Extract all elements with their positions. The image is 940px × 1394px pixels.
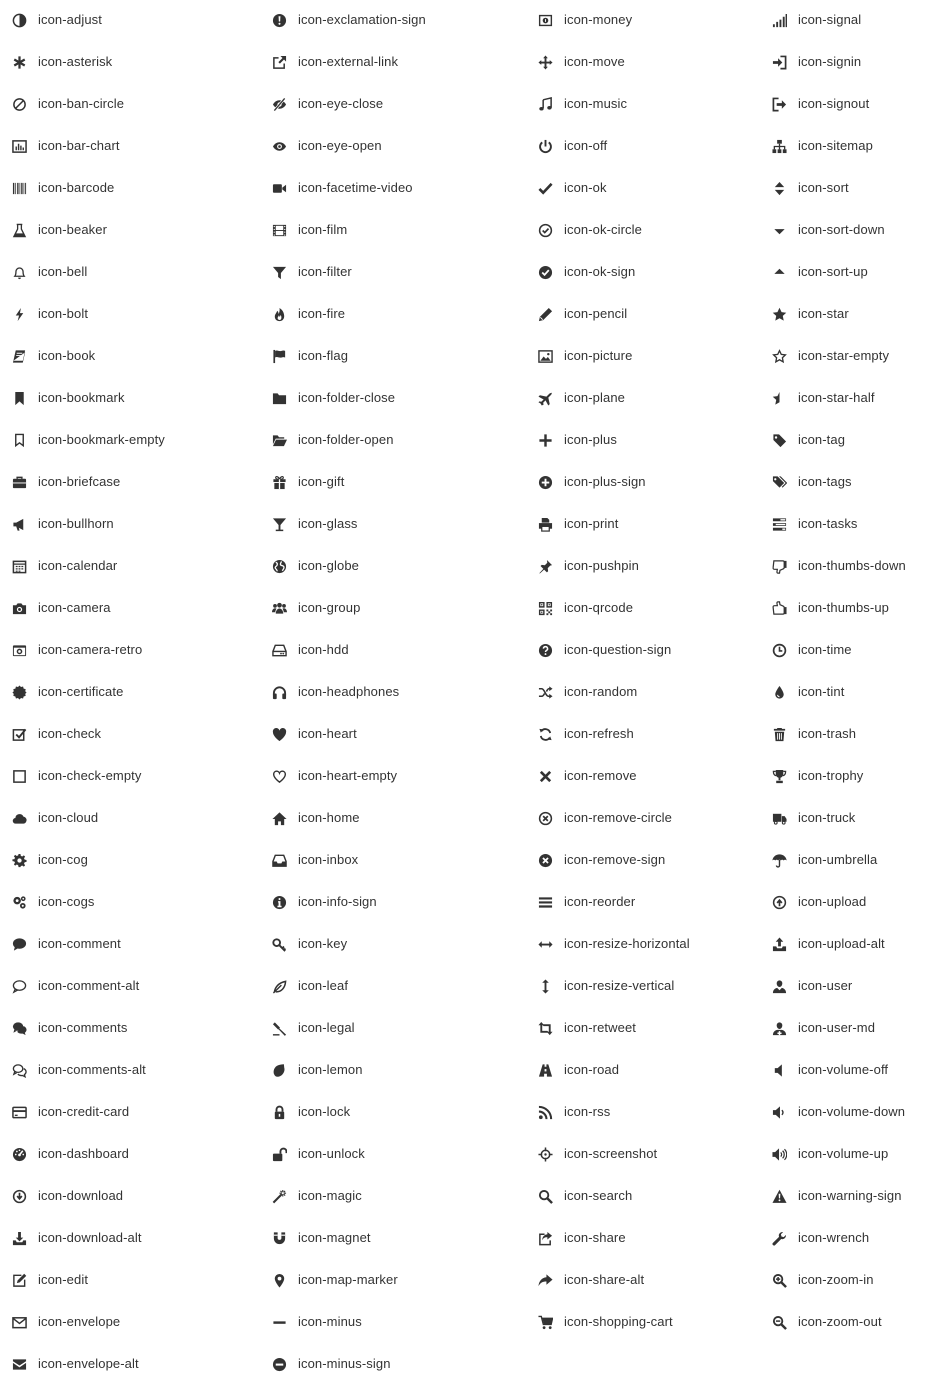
icon-class-label: icon-download-alt (38, 1230, 142, 1245)
icon-class-label: icon-asterisk (38, 54, 113, 69)
bullhorn-icon (11, 516, 27, 532)
icon-class-label: icon-ban-circle (38, 96, 125, 111)
refresh-icon (537, 726, 553, 742)
sort-up-icon (771, 264, 787, 280)
external-link-icon (271, 54, 287, 70)
calendar-icon (11, 558, 27, 574)
icon-class-label: icon-sort-up (798, 264, 868, 279)
icon-class-label: icon-lemon (298, 1062, 363, 1077)
lemon-icon (271, 1062, 287, 1078)
warning-sign-icon (771, 1188, 787, 1204)
ban-circle-icon (11, 96, 27, 112)
picture-icon (537, 348, 553, 364)
ok-sign-icon (537, 264, 553, 280)
share-icon (537, 1230, 553, 1246)
icon-class-label: icon-volume-off (798, 1062, 889, 1077)
icon-class-label: icon-random (564, 684, 638, 699)
icon-class-label: icon-bullhorn (38, 516, 114, 531)
icon-class-label: icon-leaf (298, 978, 349, 993)
sort-down-icon (771, 222, 787, 238)
icon-class-label: icon-rss (564, 1104, 611, 1119)
hdd-icon (271, 642, 287, 658)
folder-open-icon (271, 432, 287, 448)
resize-horizontal-icon (537, 936, 553, 952)
pushpin-icon (537, 558, 553, 574)
star-icon (771, 306, 787, 322)
thumbs-down-icon (771, 558, 787, 574)
icon-class-label: icon-move (564, 54, 625, 69)
bell-icon (11, 264, 27, 280)
upload-alt-icon (771, 936, 787, 952)
thumbs-up-icon (771, 600, 787, 616)
icon-class-label: icon-star-empty (798, 348, 890, 363)
icon-class-label: icon-magnet (298, 1230, 371, 1245)
icon-class-label: icon-comments-alt (38, 1062, 146, 1077)
icon-class-label: icon-certificate (38, 684, 124, 699)
icon-class-label: icon-bookmark (38, 390, 125, 405)
icon-class-label: icon-eye-close (298, 96, 384, 111)
icon-class-label: icon-music (564, 96, 628, 111)
ok-circle-icon (537, 222, 553, 238)
icon-class-label: icon-briefcase (38, 474, 121, 489)
camera-icon (11, 600, 27, 616)
globe-icon (271, 558, 287, 574)
download-icon (11, 1188, 27, 1204)
icon-class-label: icon-cloud (38, 810, 99, 825)
icon-class-label: icon-envelope-alt (38, 1356, 139, 1371)
glass-icon (271, 516, 287, 532)
user-icon (771, 978, 787, 994)
icon-class-label: icon-edit (38, 1272, 89, 1287)
icon-class-label: icon-plus-sign (564, 474, 646, 489)
tint-icon (771, 684, 787, 700)
plus-sign-icon (537, 474, 553, 490)
icon-class-label: icon-lock (298, 1104, 351, 1119)
retweet-icon (537, 1020, 553, 1036)
truck-icon (771, 810, 787, 826)
icon-class-label: icon-book (38, 348, 96, 363)
music-icon (537, 96, 553, 112)
road-icon (537, 1062, 553, 1078)
icon-class-label: icon-exclamation-sign (298, 12, 426, 27)
group-icon (271, 600, 287, 616)
envelope-alt-icon (11, 1356, 27, 1372)
icon-class-label: icon-thumbs-down (798, 558, 906, 573)
icon-class-label: icon-upload-alt (798, 936, 885, 951)
icon-class-label: icon-remove (564, 768, 637, 783)
icon-class-label: icon-resize-vertical (564, 978, 675, 993)
trash-icon (771, 726, 787, 742)
icon-class-label: icon-volume-down (798, 1104, 906, 1119)
icon-class-label: icon-sort (798, 180, 849, 195)
icon-class-label: icon-pencil (564, 306, 628, 321)
icon-class-label: icon-sort-down (798, 222, 885, 237)
sort-icon (771, 180, 787, 196)
icon-class-label: icon-star (798, 306, 849, 321)
icon-class-label: icon-facetime-video (298, 180, 413, 195)
ok-icon (537, 180, 553, 196)
icon-class-label: icon-volume-up (798, 1146, 889, 1161)
minus-icon (271, 1314, 287, 1330)
icon-class-label: icon-calendar (38, 558, 118, 573)
sitemap-icon (771, 138, 787, 154)
legal-icon (271, 1020, 287, 1036)
icon-class-label: icon-tasks (798, 516, 858, 531)
icon-class-label: icon-bell (38, 264, 88, 279)
icon-class-label: icon-screenshot (564, 1146, 658, 1161)
icon-class-label: icon-off (564, 138, 608, 153)
tasks-icon (771, 516, 787, 532)
comments-alt-icon (11, 1062, 27, 1078)
remove-sign-icon (537, 852, 553, 868)
icon-class-label: icon-flag (298, 348, 349, 363)
icon-class-label: icon-folder-close (298, 390, 396, 405)
icon-class-label: icon-resize-horizontal (564, 936, 690, 951)
exclamation-sign-icon (271, 12, 287, 28)
icon-class-label: icon-barcode (38, 180, 115, 195)
minus-sign-icon (271, 1356, 287, 1372)
star-half-icon (771, 390, 787, 406)
cog-icon (11, 852, 27, 868)
screenshot-icon (537, 1146, 553, 1162)
info-sign-icon (271, 894, 287, 910)
icon-class-label: icon-shopping-cart (564, 1314, 673, 1329)
icon-class-label: icon-share-alt (564, 1272, 645, 1287)
certificate-icon (11, 684, 27, 700)
icon-class-label: icon-inbox (298, 852, 359, 867)
icon-class-label: icon-upload (798, 894, 867, 909)
icon-class-label: icon-map-marker (298, 1272, 398, 1287)
time-icon (771, 642, 787, 658)
comments-icon (11, 1020, 27, 1036)
key-icon (271, 936, 287, 952)
cloud-icon (11, 810, 27, 826)
qrcode-icon (537, 600, 553, 616)
move-icon (537, 54, 553, 70)
headphones-icon (271, 684, 287, 700)
zoom-in-icon (771, 1272, 787, 1288)
icon-class-label: icon-picture (564, 348, 633, 363)
off-icon (537, 138, 553, 154)
map-marker-icon (271, 1272, 287, 1288)
icon-class-label: icon-retweet (564, 1020, 637, 1035)
icon-class-label: icon-bolt (38, 306, 89, 321)
icon-class-label: icon-home (298, 810, 360, 825)
volume-off-icon (771, 1062, 787, 1078)
icon-class-label: icon-cogs (38, 894, 95, 909)
edit-icon (11, 1272, 27, 1288)
icon-class-label: icon-minus-sign (298, 1356, 391, 1371)
rss-icon (537, 1104, 553, 1120)
icon-class-label: icon-share (564, 1230, 626, 1245)
icon-class-label: icon-comments (38, 1020, 128, 1035)
icon-class-label: icon-bookmark-empty (38, 432, 165, 447)
bookmark-icon (11, 390, 27, 406)
icon-class-label: icon-comment-alt (38, 978, 140, 993)
book-icon (11, 348, 27, 364)
remove-icon (537, 768, 553, 784)
icon-class-label: icon-headphones (298, 684, 400, 699)
icon-class-label: icon-remove-circle (564, 810, 672, 825)
icon-class-label: icon-search (564, 1188, 633, 1203)
volume-up-icon (771, 1146, 787, 1162)
icon-class-label: icon-tags (798, 474, 852, 489)
icon-class-label: icon-signal (798, 12, 862, 27)
plus-icon (537, 432, 553, 448)
reorder-icon (537, 894, 553, 910)
icon-class-label: icon-print (564, 516, 619, 531)
icon-class-label: icon-bar-chart (38, 138, 120, 153)
icon-class-label: icon-external-link (298, 54, 399, 69)
icon-class-label: icon-folder-open (298, 432, 394, 447)
icon-class-label: icon-question-sign (564, 642, 672, 657)
zoom-out-icon (771, 1314, 787, 1330)
icon-class-label: icon-legal (298, 1020, 355, 1035)
question-sign-icon (537, 642, 553, 658)
volume-down-icon (771, 1104, 787, 1120)
icon-class-label: icon-unlock (298, 1146, 365, 1161)
icon-class-label: icon-ok (564, 180, 607, 195)
inbox-icon (271, 852, 287, 868)
film-icon (271, 222, 287, 238)
random-icon (537, 684, 553, 700)
dashboard-icon (11, 1146, 27, 1162)
icon-class-label: icon-plane (564, 390, 625, 405)
leaf-icon (271, 978, 287, 994)
trophy-icon (771, 768, 787, 784)
lock-icon (271, 1104, 287, 1120)
icon-class-label: icon-film (298, 222, 348, 237)
icon-class-label: icon-qrcode (564, 600, 634, 615)
gift-icon (271, 474, 287, 490)
icon-class-label: icon-zoom-in (798, 1272, 874, 1287)
icon-class-label: icon-eye-open (298, 138, 382, 153)
signin-icon (771, 54, 787, 70)
envelope-icon (11, 1314, 27, 1330)
icon-class-label: icon-minus (298, 1314, 362, 1329)
umbrella-icon (771, 852, 787, 868)
icon-class-label: icon-filter (298, 264, 352, 279)
remove-circle-icon (537, 810, 553, 826)
plane-icon (537, 390, 553, 406)
icon-class-label: icon-info-sign (298, 894, 377, 909)
eye-open-icon (271, 138, 287, 154)
home-icon (271, 810, 287, 826)
signout-icon (771, 96, 787, 112)
folder-close-icon (271, 390, 287, 406)
fire-icon (271, 306, 287, 322)
unlock-icon (271, 1146, 287, 1162)
icon-class-label: icon-signout (798, 96, 870, 111)
bookmark-empty-icon (11, 432, 27, 448)
icon-class-label: icon-group (298, 600, 361, 615)
icon-class-label: icon-heart (298, 726, 357, 741)
icon-class-label: icon-zoom-out (798, 1314, 882, 1329)
icon-class-label: icon-sitemap (798, 138, 873, 153)
eye-close-icon (271, 96, 287, 112)
icon-class-label: icon-star-half (798, 390, 875, 405)
icon-class-label: icon-globe (298, 558, 359, 573)
icon-class-label: icon-credit-card (38, 1104, 130, 1119)
icon-class-label: icon-signin (798, 54, 862, 69)
comment-alt-icon (11, 978, 27, 994)
icon-class-label: icon-trophy (798, 768, 864, 783)
icon-class-label: icon-hdd (298, 642, 349, 657)
cogs-icon (11, 894, 27, 910)
filter-icon (271, 264, 287, 280)
bar-chart-icon (11, 138, 27, 154)
icon-class-label: icon-trash (798, 726, 857, 741)
icon-class-label: icon-thumbs-up (798, 600, 889, 615)
camera-retro-icon (11, 642, 27, 658)
icon-class-label: icon-comment (38, 936, 121, 951)
icon-class-label: icon-beaker (38, 222, 108, 237)
briefcase-icon (11, 474, 27, 490)
icon-class-label: icon-check (38, 726, 102, 741)
icon-class-label: icon-download (38, 1188, 124, 1203)
icon-class-label: icon-camera (38, 600, 111, 615)
icon-class-label: icon-time (798, 642, 852, 657)
icon-class-label: icon-user-md (798, 1020, 876, 1035)
download-alt-icon (11, 1230, 27, 1246)
icon-class-label: icon-gift (298, 474, 345, 489)
icon-class-label: icon-magic (298, 1188, 362, 1203)
asterisk-icon (11, 54, 27, 70)
icon-class-label: icon-key (298, 936, 348, 951)
bolt-icon (11, 306, 27, 322)
icon-class-label: icon-dashboard (38, 1146, 130, 1161)
icon-class-label: icon-tint (798, 684, 845, 699)
icon-class-label: icon-fire (298, 306, 346, 321)
wrench-icon (771, 1230, 787, 1246)
icon-class-label: icon-reorder (564, 894, 636, 909)
magnet-icon (271, 1230, 287, 1246)
signal-icon (771, 12, 787, 28)
barcode-icon (11, 180, 27, 196)
search-icon (537, 1188, 553, 1204)
icon-class-label: icon-tag (798, 432, 846, 447)
icon-class-label: icon-remove-sign (564, 852, 666, 867)
facetime-video-icon (271, 180, 287, 196)
icon-class-label: icon-umbrella (798, 852, 878, 867)
flag-icon (271, 348, 287, 364)
icon-class-label: icon-road (564, 1062, 620, 1077)
tags-icon (771, 474, 787, 490)
money-icon (537, 12, 553, 28)
beaker-icon (11, 222, 27, 238)
icon-class-label: icon-heart-empty (298, 768, 398, 783)
resize-vertical-icon (537, 978, 553, 994)
icon-class-label: icon-ok-sign (564, 264, 636, 279)
star-empty-icon (771, 348, 787, 364)
icon-class-label: icon-money (564, 12, 633, 27)
icon-class-label: icon-wrench (798, 1230, 870, 1245)
check-empty-icon (11, 768, 27, 784)
icon-class-label: icon-check-empty (38, 768, 142, 783)
upload-icon (771, 894, 787, 910)
icon-class-label: icon-ok-circle (564, 222, 642, 237)
icon-class-label: icon-glass (298, 516, 358, 531)
magic-icon (271, 1188, 287, 1204)
tag-icon (771, 432, 787, 448)
credit-card-icon (11, 1104, 27, 1120)
heart-icon (271, 726, 287, 742)
share-alt-icon (537, 1272, 553, 1288)
heart-empty-icon (271, 768, 287, 784)
icon-class-label: icon-camera-retro (38, 642, 143, 657)
icon-class-label: icon-warning-sign (798, 1188, 902, 1203)
icon-class-label: icon-envelope (38, 1314, 121, 1329)
icon-class-label: icon-cog (38, 852, 88, 867)
icon-class-label: icon-user (798, 978, 853, 993)
pencil-icon (537, 306, 553, 322)
check-icon (11, 726, 27, 742)
icon-class-label: icon-truck (798, 810, 856, 825)
icon-class-label: icon-adjust (38, 12, 102, 27)
shopping-cart-icon (537, 1314, 553, 1330)
adjust-icon (11, 12, 27, 28)
user-md-icon (771, 1020, 787, 1036)
icon-class-label: icon-plus (564, 432, 617, 447)
print-icon (537, 516, 553, 532)
icon-class-label: icon-refresh (564, 726, 634, 741)
icon-class-label: icon-pushpin (564, 558, 639, 573)
comment-icon (11, 936, 27, 952)
